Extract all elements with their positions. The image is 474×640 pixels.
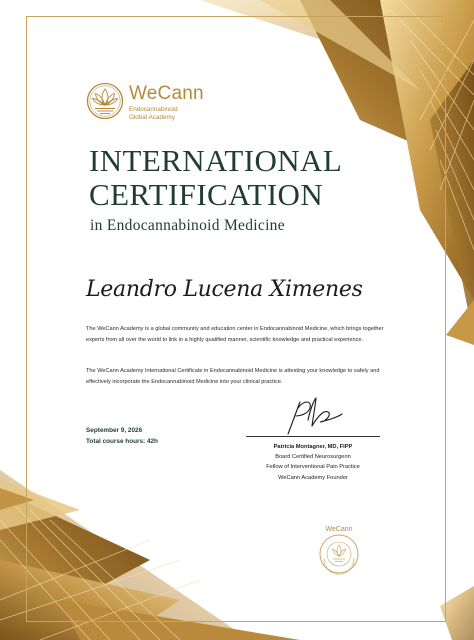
brand-tagline-line2: Global Academy [129, 113, 175, 121]
signer-name: Patricia Montagner, MD, FIPP [273, 444, 353, 450]
title-line-1: INTERNATIONAL [89, 143, 343, 178]
issue-date: September 9, 2026 [86, 427, 143, 434]
recipient-name: Leandro Lucena Ximenes [86, 277, 363, 302]
wecann-logo [86, 82, 216, 126]
signature-line [246, 436, 380, 437]
signer-title-2: Fellow of Interventional Pain Practice [266, 464, 360, 471]
description-paragraph-2: The WeCann Academy International Certificate in Endocannabinoid Medicine is attesting your knowledge to safely and effectively incorporate the Endocannabinoid Medicine into your clinical practice. [86, 368, 380, 385]
brand-name: WeCann [129, 83, 204, 104]
lotus-emblem-icon [86, 82, 124, 120]
wecann-seal-icon [314, 524, 364, 584]
signer-title-1: Board Certified Neurosurgeon [275, 454, 351, 461]
brand-tagline-line1: Endocannabinoid [129, 106, 178, 113]
handwritten-signature [282, 394, 346, 438]
title-line-2: CERTIFICATION [89, 177, 324, 212]
seal-ring-text: ndocannabinoid Global Academ [321, 558, 357, 577]
signer-block [236, 442, 390, 483]
certificate-subtitle: in Endocannabinoid Medicine [90, 217, 285, 234]
brand-tagline [129, 106, 178, 121]
signer-title-3: WeCann Academy Founder [278, 474, 348, 481]
seal-name: WeCann [325, 526, 353, 533]
description-paragraph-1: The WeCann Academy is a global community and education center in Endocannabinoid Medicine, which brings together experts from all over the world to link in a highly qualified manner, scientific knowledge and practical experience. [86, 326, 384, 343]
total-course-hours: Total course hours: 42h [86, 438, 158, 445]
